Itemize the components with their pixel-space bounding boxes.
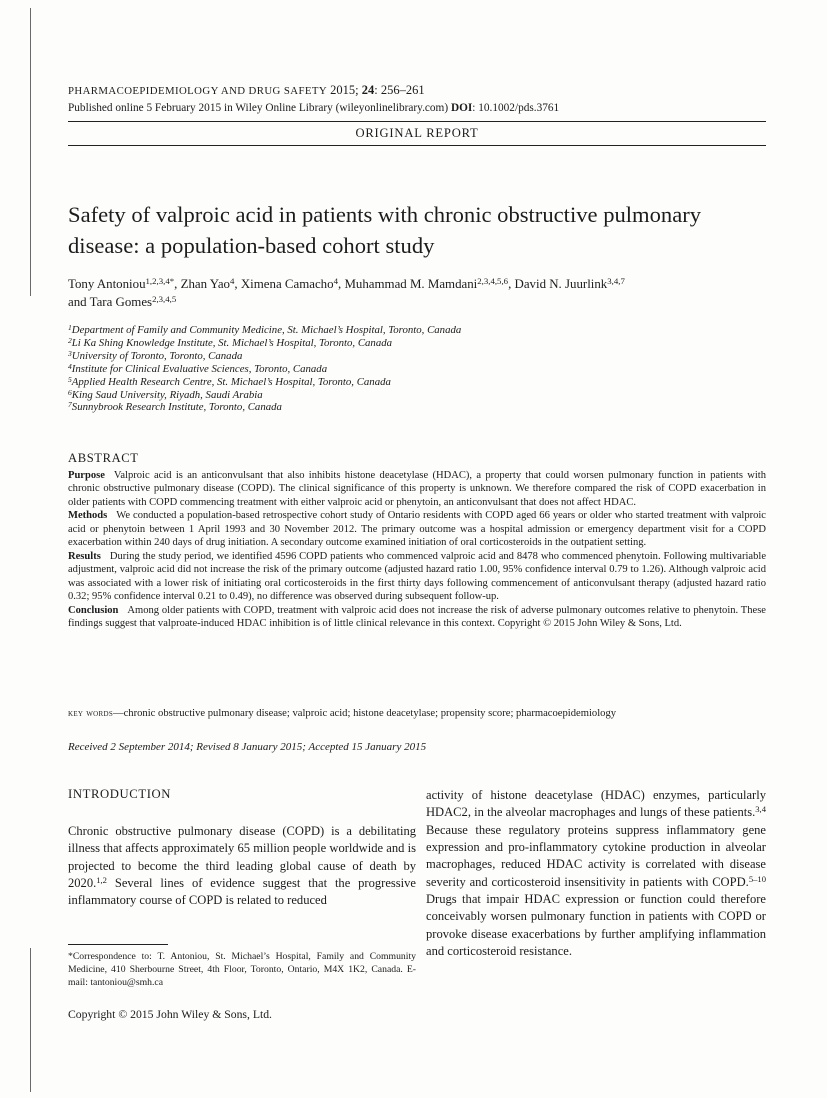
scan-artifact-line-bottom	[30, 948, 31, 1092]
author-superscript: 2,3,4,5	[152, 293, 177, 304]
published-online-line: Published online 5 February 2015 in Wiley Online Library (wileyonlinelibrary.com) DOI: 10.1002/pds.3761	[68, 102, 560, 114]
abstract-section: Conclusion Among older patients with COPD, treatment with valproic acid does not increase the risk of adverse pulmonary outcomes relative to phenytoin. These findings suggest that valproate-induced HDAC inhibition is of little clinical relevance in this context. Copyright © 2015 John Wiley & Sons, Ltd.	[68, 604, 766, 629]
affiliation-item: $^4$Institute for Clinical Evaluative Sciences, Toronto, Canada	[68, 361, 328, 375]
footnote-text: *Correspondence to: T. Antoniou, St. Michael’s Hospital, Family and Community Medicine, 410 Sherbourne Street, 4th Floor, Toronto, Ontario, M4X 1K2, Canada. E-mail: tantoniou@smh.ca	[68, 951, 416, 988]
intro-right-paragraph: activity of histone deacetylase (HDAC) enzymes, particularly HDAC2, in the alveolar macrophages and lungs of these patients.$^{3,4}$ Because these regulatory proteins suppress inflammatory gene expression and pro-inflammatory cytokine production in alveolar macrophages, reduced HDAC activity is correlated with disease severity and corticosteroid insensitivity in patients with COPD.$^{5-10}$ Drugs that impair HDAC expression or function could therefore conceivably worsen pulmonary function in patients with COPD or provoke disease exacerbations by further amplifying inflammation and corticosteroid resistance.	[426, 788, 766, 959]
author-superscript: 3,4,7	[607, 276, 625, 286]
author-superscript: 4	[230, 276, 235, 286]
intro-left-paragraph: Chronic obstructive pulmonary disease (COPD) is a debilitating illness that affects approximately 65 million people worldwide and is projected to become the third leading global cause of death by 2020.$^{1,2}$ Several lines of evidence suggest that the progressive inflammatory course of COPD is related to reduced	[68, 824, 416, 908]
doi-value: : 10.1002/pds.3761	[472, 102, 560, 114]
copyright-line: Copyright © 2015 John Wiley & Sons, Ltd.	[68, 1008, 272, 1021]
keywords-line	[68, 708, 766, 719]
affiliation-item: $^1$Department of Family and Community Medicine, St. Michael’s Hospital, Toronto, Canada	[68, 323, 462, 336]
bottom-rule	[68, 145, 766, 146]
author-superscript: 4	[333, 276, 338, 286]
affiliation-item: $^7$Sunnybrook Research Institute, Toronto, Canada	[68, 400, 282, 414]
original-report-banner: ORIGINAL REPORT	[355, 126, 479, 140]
right-column	[426, 787, 766, 960]
affiliation-item: $^2$Li Ka Shing Knowledge Institute, St. Michael’s Hospital, Toronto, Canada	[68, 335, 393, 349]
affiliation-list	[68, 324, 768, 414]
abstract-section: Purpose Valproic acid is an anticonvulsant that also inhibits histone deacetylase (HDAC), a property that could worsen pulmonary function in patients with chronic obstructive pulmonary disease (COPD). The clinical significance of this property is unknown. We therefore compared the risk of COPD exacerbation in older patients with COPD commencing treatment with either valproic acid or phenytoin, an anticonvulsant that does not affect HDAC.	[68, 470, 766, 508]
paper-title: Safety of valproic acid in patients with chronic obstructive pulmonary disease: a population-based cohort study	[68, 202, 702, 258]
abstract-section: Methods We conducted a population-based retrospective cohort study of Ontario residents with COPD aged 66 years or older who started treatment with valproic acid or phenytoin between 1 April 1993 and 30 November 2012. The primary outcome was a hospital admission or emergency department visit for a COPD exacerbation within 240 days of drug initiation. A secondary outcome examined initiation of oral corticosteroids in the outpatient setting.	[68, 510, 766, 549]
affiliation-item: $^6$King Saud University, Riyadh, Saudi Arabia	[68, 387, 263, 401]
correspondence-footnote	[68, 944, 416, 989]
journal-name: PHARMACOEPIDEMIOLOGY AND DRUG SAFETY	[68, 85, 328, 97]
abstract-sections	[68, 469, 766, 630]
scan-artifact-line-top	[30, 8, 31, 296]
author-list: Tony Antoniou$^{1,2,3,4*}$, Zhan Yao$^4$, Ximena Camacho$^4$, Muhammad M. Mamdani$^{2,3,4,5,6}$, David N. Juurlink$^{3,4,7}$ and Tara Gomes$^{2,3,4,5}$	[68, 276, 625, 309]
keywords-label: key words	[68, 708, 114, 719]
journal-header	[68, 83, 766, 116]
doi-label: DOI	[450, 102, 473, 114]
author-superscript: 1,2,3,4*	[145, 276, 175, 286]
journal-volume: 24	[361, 83, 375, 97]
footnote-divider	[68, 944, 168, 945]
affiliation-item: $^5$Applied Health Research Centre, St. Michael’s Hospital, Toronto, Canada	[68, 374, 391, 388]
top-rule	[68, 121, 766, 122]
received-line: Received 2 September 2014; Revised 8 January 2015; Accepted 15 January 2015	[68, 741, 427, 753]
intro-heading: INTRODUCTION	[68, 787, 172, 801]
journal-year: 2015;	[327, 83, 362, 97]
journal-citation-line	[68, 83, 766, 99]
left-column	[68, 787, 416, 960]
abstract-section: Results During the study period, we identified 4596 COPD patients who commenced valproic acid and 8478 who commenced phenytoin. Following multivariable adjustment, valproic acid did not increase the risk of the primary outcome (adjusted hazard ratio 1.00, 95% confidence interval 0.79 to 1.26). Although valproic acid was associated with a lower risk of initiating oral corticosteroids in the first thirty days following commencement of anticonvulsant therapy (adjusted hazard ratio 0.32; 95% confidence interval 0.21 to 0.49), no difference was observed during subsequent follow-up.	[68, 550, 766, 603]
body-columns	[68, 787, 766, 960]
abstract-heading: ABSTRACT	[68, 451, 139, 465]
affiliation-item: $^3$University of Toronto, Toronto, Canada	[68, 348, 243, 362]
author-superscript: 2,3,4,5,6	[477, 276, 509, 286]
journal-pages: : 256–261	[374, 83, 425, 97]
keywords-text: —chronic obstructive pulmonary disease; valproic acid; histone deacetylase; propensity score; pharmacoepidemiology	[113, 708, 617, 719]
